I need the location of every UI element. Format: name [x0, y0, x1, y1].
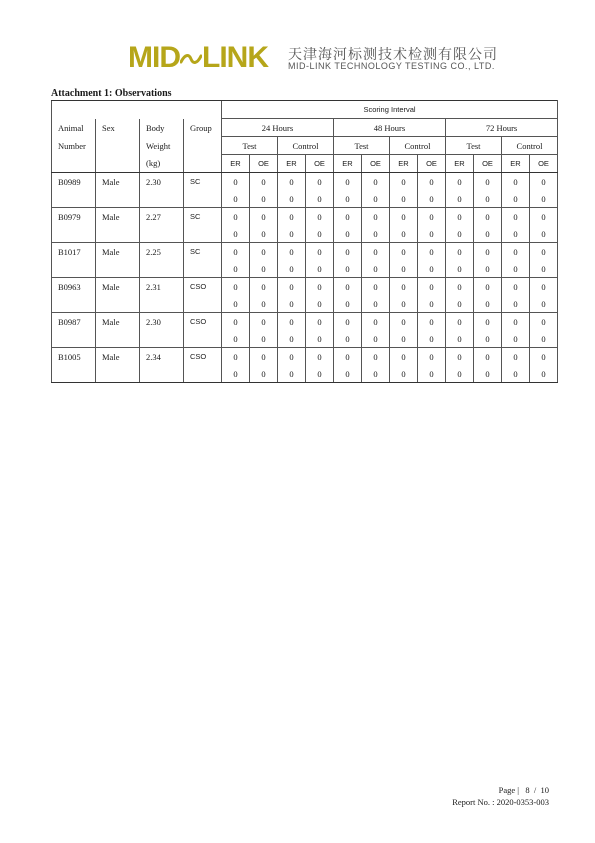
score-cell: 0 [306, 173, 334, 191]
score-cell: 0 [446, 208, 474, 226]
score-cell: 0 [278, 295, 306, 313]
sex-cell: Male [96, 348, 140, 366]
sex-cell: Male [96, 173, 140, 191]
score-cell: 0 [362, 260, 390, 278]
group-cell: CSO [184, 278, 222, 296]
score-cell: 0 [390, 243, 418, 261]
page-footer [452, 784, 549, 808]
animal-header-line2: Number [52, 137, 96, 155]
header-row-3 [52, 137, 558, 155]
score-cell: 0 [418, 313, 446, 331]
body-weight-cell: 2.34 [140, 348, 184, 366]
score-cell: 0 [474, 365, 502, 383]
score-cell: 0 [446, 260, 474, 278]
score-cell: 0 [278, 365, 306, 383]
score-cell: 0 [250, 348, 278, 366]
company-logo [128, 41, 498, 74]
body-weight-cell [140, 260, 184, 278]
table-row [52, 225, 558, 243]
animal-number-cell: B1005 [52, 348, 96, 366]
weight-header-unit: (kg) [140, 155, 184, 173]
score-cell: 0 [334, 330, 362, 348]
score-cell: 0 [362, 348, 390, 366]
score-cell: 0 [362, 330, 390, 348]
score-cell: 0 [502, 278, 530, 296]
score-cell: 0 [474, 278, 502, 296]
er-header: ER [502, 155, 530, 173]
score-cell: 0 [390, 278, 418, 296]
table-row [52, 190, 558, 208]
score-cell: 0 [446, 313, 474, 331]
company-name-cn: 天津海河标测技术检测有限公司 [288, 47, 498, 63]
group-cell [184, 260, 222, 278]
animal-number-cell [52, 225, 96, 243]
score-cell: 0 [306, 313, 334, 331]
sex-header-blank-2 [96, 155, 140, 173]
score-cell: 0 [334, 260, 362, 278]
animal-number-cell [52, 330, 96, 348]
weight-header-line2: Weight [140, 137, 184, 155]
scoring-interval-header: Scoring Interval [222, 101, 558, 119]
score-cell: 0 [530, 173, 558, 191]
score-cell: 0 [250, 330, 278, 348]
table-row [52, 330, 558, 348]
score-cell: 0 [418, 208, 446, 226]
score-cell: 0 [306, 330, 334, 348]
oe-header: OE [250, 155, 278, 173]
score-cell: 0 [474, 260, 502, 278]
score-cell: 0 [474, 190, 502, 208]
score-cell: 0 [530, 208, 558, 226]
score-cell: 0 [530, 295, 558, 313]
score-cell: 0 [418, 243, 446, 261]
score-cell: 0 [222, 295, 250, 313]
group-cell: SC [184, 208, 222, 226]
score-cell: 0 [530, 330, 558, 348]
score-cell: 0 [530, 243, 558, 261]
score-cell: 0 [502, 365, 530, 383]
score-cell: 0 [390, 260, 418, 278]
page-number [452, 784, 549, 796]
table-row [52, 313, 558, 331]
page-separator: / [533, 785, 537, 795]
sex-cell [96, 365, 140, 383]
score-cell: 0 [306, 225, 334, 243]
score-cell: 0 [418, 260, 446, 278]
oe-header: OE [418, 155, 446, 173]
group-cell: SC [184, 243, 222, 261]
score-cell: 0 [362, 295, 390, 313]
score-cell: 0 [222, 313, 250, 331]
oe-header: OE [362, 155, 390, 173]
er-header: ER [278, 155, 306, 173]
score-cell: 0 [446, 278, 474, 296]
animal-number-cell [52, 365, 96, 383]
oe-header: OE [306, 155, 334, 173]
score-cell: 0 [306, 295, 334, 313]
score-cell: 0 [278, 243, 306, 261]
weight-header-line1: Body [140, 119, 184, 137]
score-cell: 0 [222, 190, 250, 208]
score-cell: 0 [474, 225, 502, 243]
score-cell: 0 [306, 243, 334, 261]
test-72h-header: Test [446, 137, 502, 155]
score-cell: 0 [334, 313, 362, 331]
score-cell: 0 [362, 278, 390, 296]
er-header: ER [390, 155, 418, 173]
table-row [52, 208, 558, 226]
score-cell: 0 [474, 295, 502, 313]
test-24h-header: Test [222, 137, 278, 155]
sex-cell: Male [96, 243, 140, 261]
group-cell: CSO [184, 313, 222, 331]
logo-text-link: LINK [202, 41, 268, 74]
score-cell: 0 [222, 173, 250, 191]
score-cell: 0 [390, 348, 418, 366]
score-cell: 0 [222, 225, 250, 243]
score-cell: 0 [418, 225, 446, 243]
score-cell: 0 [334, 278, 362, 296]
sex-cell [96, 295, 140, 313]
score-cell: 0 [446, 348, 474, 366]
er-header: ER [334, 155, 362, 173]
logo-wave-icon [180, 50, 202, 68]
score-cell: 0 [502, 243, 530, 261]
page-total: 10 [540, 785, 549, 795]
sex-cell: Male [96, 208, 140, 226]
score-cell: 0 [418, 365, 446, 383]
score-cell: 0 [222, 208, 250, 226]
animal-number-cell: B1017 [52, 243, 96, 261]
report-number: Report No. : 2020-0353-003 [452, 797, 549, 807]
score-cell: 0 [530, 190, 558, 208]
score-cell: 0 [306, 208, 334, 226]
score-cell: 0 [446, 365, 474, 383]
score-cell: 0 [222, 348, 250, 366]
score-cell: 0 [530, 313, 558, 331]
score-cell: 0 [446, 330, 474, 348]
score-cell: 0 [250, 295, 278, 313]
score-cell: 0 [250, 190, 278, 208]
score-cell: 0 [530, 348, 558, 366]
animal-number-cell [52, 260, 96, 278]
animal-number-cell: B0987 [52, 313, 96, 331]
score-cell: 0 [474, 208, 502, 226]
score-cell: 0 [222, 260, 250, 278]
body-weight-cell [140, 330, 184, 348]
group-cell [184, 330, 222, 348]
group-cell [184, 190, 222, 208]
animal-number-cell: B0963 [52, 278, 96, 296]
control-24h-header: Control [278, 137, 334, 155]
score-cell: 0 [362, 208, 390, 226]
score-cell: 0 [306, 278, 334, 296]
animal-header-line1: Animal [52, 119, 96, 137]
group-header-blank [184, 137, 222, 155]
score-cell: 0 [530, 225, 558, 243]
score-cell: 0 [334, 190, 362, 208]
score-cell: 0 [250, 365, 278, 383]
sex-cell [96, 225, 140, 243]
score-cell: 0 [250, 260, 278, 278]
score-cell: 0 [306, 190, 334, 208]
logo-mark [128, 42, 268, 74]
group-cell: SC [184, 173, 222, 191]
score-cell: 0 [278, 208, 306, 226]
score-cell: 0 [250, 243, 278, 261]
score-cell: 0 [334, 295, 362, 313]
score-cell: 0 [250, 225, 278, 243]
header-row-4 [52, 155, 558, 173]
group-cell [184, 365, 222, 383]
score-cell: 0 [362, 225, 390, 243]
oe-header: OE [474, 155, 502, 173]
section-title: Attachment 1: Observations [51, 88, 172, 99]
score-cell: 0 [334, 208, 362, 226]
score-cell: 0 [474, 173, 502, 191]
score-cell: 0 [390, 295, 418, 313]
group-cell [184, 295, 222, 313]
table-row [52, 260, 558, 278]
animal-number-cell: B0989 [52, 173, 96, 191]
score-cell: 0 [278, 173, 306, 191]
observations-table [51, 100, 558, 383]
score-cell: 0 [250, 278, 278, 296]
score-cell: 0 [502, 313, 530, 331]
score-cell: 0 [362, 243, 390, 261]
er-header: ER [222, 155, 250, 173]
interval-48h-header: 48 Hours [334, 119, 446, 137]
score-cell: 0 [306, 260, 334, 278]
test-48h-header: Test [334, 137, 390, 155]
score-cell: 0 [222, 365, 250, 383]
score-cell: 0 [278, 190, 306, 208]
score-cell: 0 [446, 173, 474, 191]
table-row [52, 278, 558, 296]
score-cell: 0 [530, 365, 558, 383]
score-cell: 0 [306, 365, 334, 383]
score-cell: 0 [362, 313, 390, 331]
group-header: Group [184, 119, 222, 137]
score-cell: 0 [250, 173, 278, 191]
score-cell: 0 [502, 330, 530, 348]
score-cell: 0 [446, 243, 474, 261]
table-row [52, 365, 558, 383]
body-weight-cell: 2.25 [140, 243, 184, 261]
score-cell: 0 [446, 225, 474, 243]
group-header-blank-2 [184, 155, 222, 173]
interval-24h-header: 24 Hours [222, 119, 334, 137]
oe-header: OE [530, 155, 558, 173]
body-weight-cell [140, 365, 184, 383]
score-cell: 0 [278, 348, 306, 366]
score-cell: 0 [334, 243, 362, 261]
table-row [52, 295, 558, 313]
page-current: 8 [525, 785, 530, 795]
score-cell: 0 [446, 295, 474, 313]
score-cell: 0 [362, 365, 390, 383]
group-cell: CSO [184, 348, 222, 366]
sex-cell: Male [96, 278, 140, 296]
score-cell: 0 [418, 190, 446, 208]
er-header: ER [446, 155, 474, 173]
score-cell: 0 [418, 295, 446, 313]
body-weight-cell: 2.30 [140, 173, 184, 191]
sex-header: Sex [96, 119, 140, 137]
score-cell: 0 [390, 208, 418, 226]
table-row [52, 173, 558, 191]
score-cell: 0 [278, 260, 306, 278]
score-cell: 0 [390, 365, 418, 383]
score-cell: 0 [418, 173, 446, 191]
score-cell: 0 [418, 348, 446, 366]
score-cell: 0 [278, 313, 306, 331]
score-cell: 0 [502, 295, 530, 313]
sex-header-blank [96, 137, 140, 155]
company-name-en: MID-LINK TECHNOLOGY TESTING CO., LTD. [288, 61, 495, 71]
score-cell: 0 [278, 225, 306, 243]
score-cell: 0 [418, 330, 446, 348]
sex-cell: Male [96, 313, 140, 331]
score-cell: 0 [502, 260, 530, 278]
score-cell: 0 [474, 348, 502, 366]
score-cell: 0 [474, 243, 502, 261]
control-48h-header: Control [390, 137, 446, 155]
header-row-1 [52, 101, 558, 119]
score-cell: 0 [362, 190, 390, 208]
body-weight-cell: 2.27 [140, 208, 184, 226]
score-cell: 0 [446, 190, 474, 208]
score-cell: 0 [390, 330, 418, 348]
score-cell: 0 [502, 208, 530, 226]
score-cell: 0 [502, 348, 530, 366]
score-cell: 0 [306, 348, 334, 366]
score-cell: 0 [390, 225, 418, 243]
group-cell [184, 225, 222, 243]
sex-cell [96, 330, 140, 348]
sex-cell [96, 190, 140, 208]
header-blank [52, 101, 222, 119]
animal-number-cell [52, 295, 96, 313]
score-cell: 0 [530, 278, 558, 296]
score-cell: 0 [334, 225, 362, 243]
score-cell: 0 [502, 225, 530, 243]
body-weight-cell: 2.31 [140, 278, 184, 296]
score-cell: 0 [250, 313, 278, 331]
table-row [52, 243, 558, 261]
page-label: Page | [498, 785, 519, 795]
score-cell: 0 [334, 173, 362, 191]
score-cell: 0 [474, 313, 502, 331]
score-cell: 0 [502, 173, 530, 191]
body-weight-cell: 2.30 [140, 313, 184, 331]
score-cell: 0 [390, 313, 418, 331]
score-cell: 0 [334, 365, 362, 383]
score-cell: 0 [390, 173, 418, 191]
sex-cell [96, 260, 140, 278]
table-row [52, 348, 558, 366]
animal-number-cell: B0979 [52, 208, 96, 226]
score-cell: 0 [474, 330, 502, 348]
body-weight-cell [140, 295, 184, 313]
score-cell: 0 [390, 190, 418, 208]
header-row-2 [52, 119, 558, 137]
control-72h-header: Control [502, 137, 558, 155]
score-cell: 0 [502, 190, 530, 208]
interval-72h-header: 72 Hours [446, 119, 558, 137]
score-cell: 0 [334, 348, 362, 366]
score-cell: 0 [278, 278, 306, 296]
logo-text-mid: MID [128, 41, 180, 74]
animal-header-blank [52, 155, 96, 173]
body-weight-cell [140, 190, 184, 208]
animal-number-cell [52, 190, 96, 208]
score-cell: 0 [418, 278, 446, 296]
score-cell: 0 [250, 208, 278, 226]
score-cell: 0 [222, 243, 250, 261]
score-cell: 0 [222, 330, 250, 348]
score-cell: 0 [530, 260, 558, 278]
score-cell: 0 [222, 278, 250, 296]
score-cell: 0 [278, 330, 306, 348]
score-cell: 0 [362, 173, 390, 191]
body-weight-cell [140, 225, 184, 243]
